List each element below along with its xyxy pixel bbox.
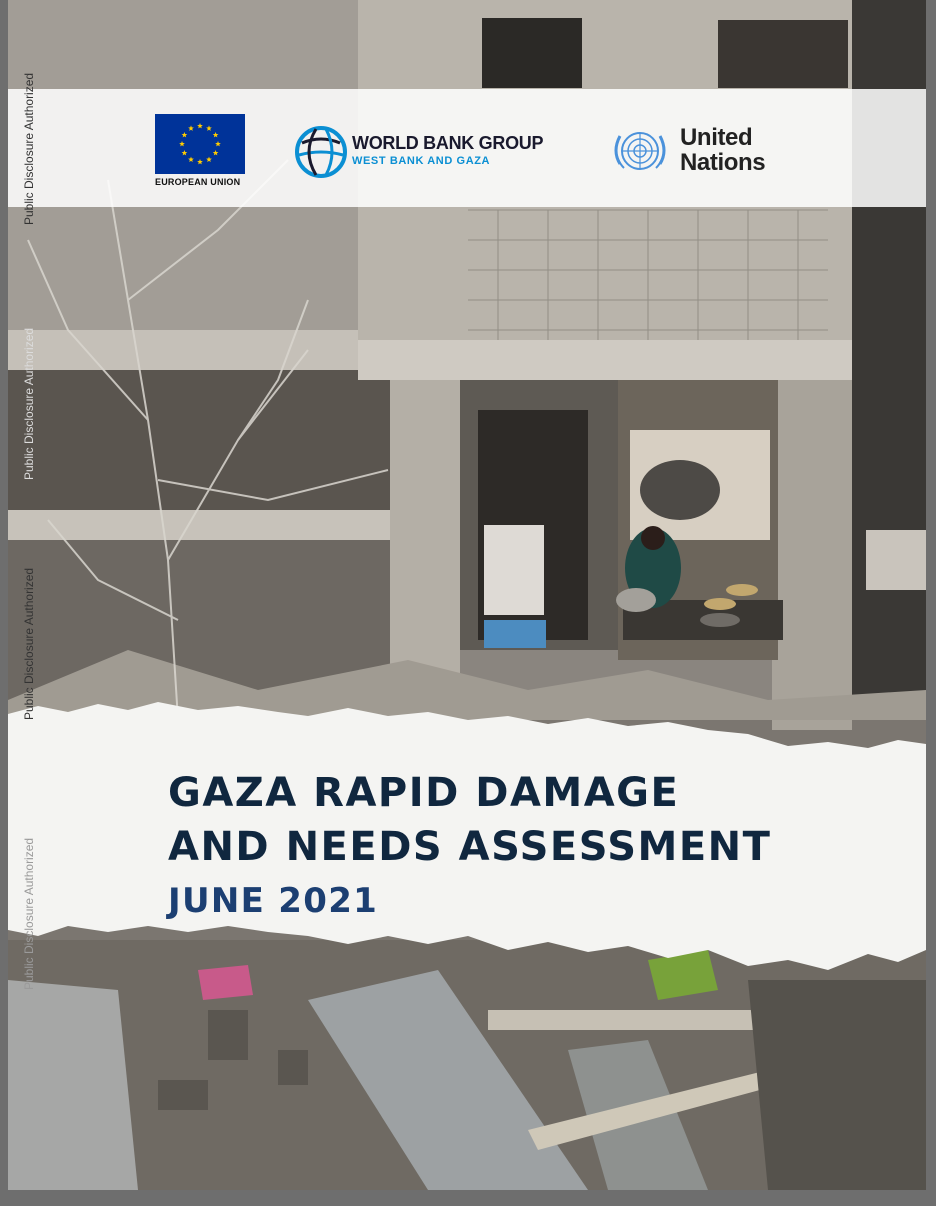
disclosure-watermark: Public Disclosure Authorized	[22, 837, 36, 990]
title-line-1: GAZA RAPID DAMAGE	[168, 770, 680, 816]
report-title-block	[168, 766, 771, 928]
eu-label: EUROPEAN UNION	[155, 177, 241, 187]
world-bank-subtitle: WEST BANK AND GAZA	[352, 155, 491, 167]
un-name-line2: Nations	[680, 149, 766, 176]
world-bank-name: WORLD BANK GROUP	[352, 133, 544, 153]
disclosure-watermark: Public Disclosure Authorized	[22, 567, 36, 720]
eu-flag-logo	[155, 114, 245, 174]
united-nations-name	[680, 125, 765, 175]
title-line-2: AND NEEDS ASSESSMENT	[168, 824, 772, 870]
logo-band	[8, 89, 926, 207]
un-name-line1: United	[680, 124, 753, 151]
united-nations-emblem-logo	[608, 124, 672, 178]
disclosure-watermark: Public Disclosure Authorized	[22, 327, 36, 480]
disclosure-watermark: Public Disclosure Authorized	[22, 72, 36, 225]
report-cover	[8, 0, 926, 1190]
world-bank-globe-logo	[294, 125, 348, 179]
report-date: JUNE 2021	[168, 881, 379, 921]
